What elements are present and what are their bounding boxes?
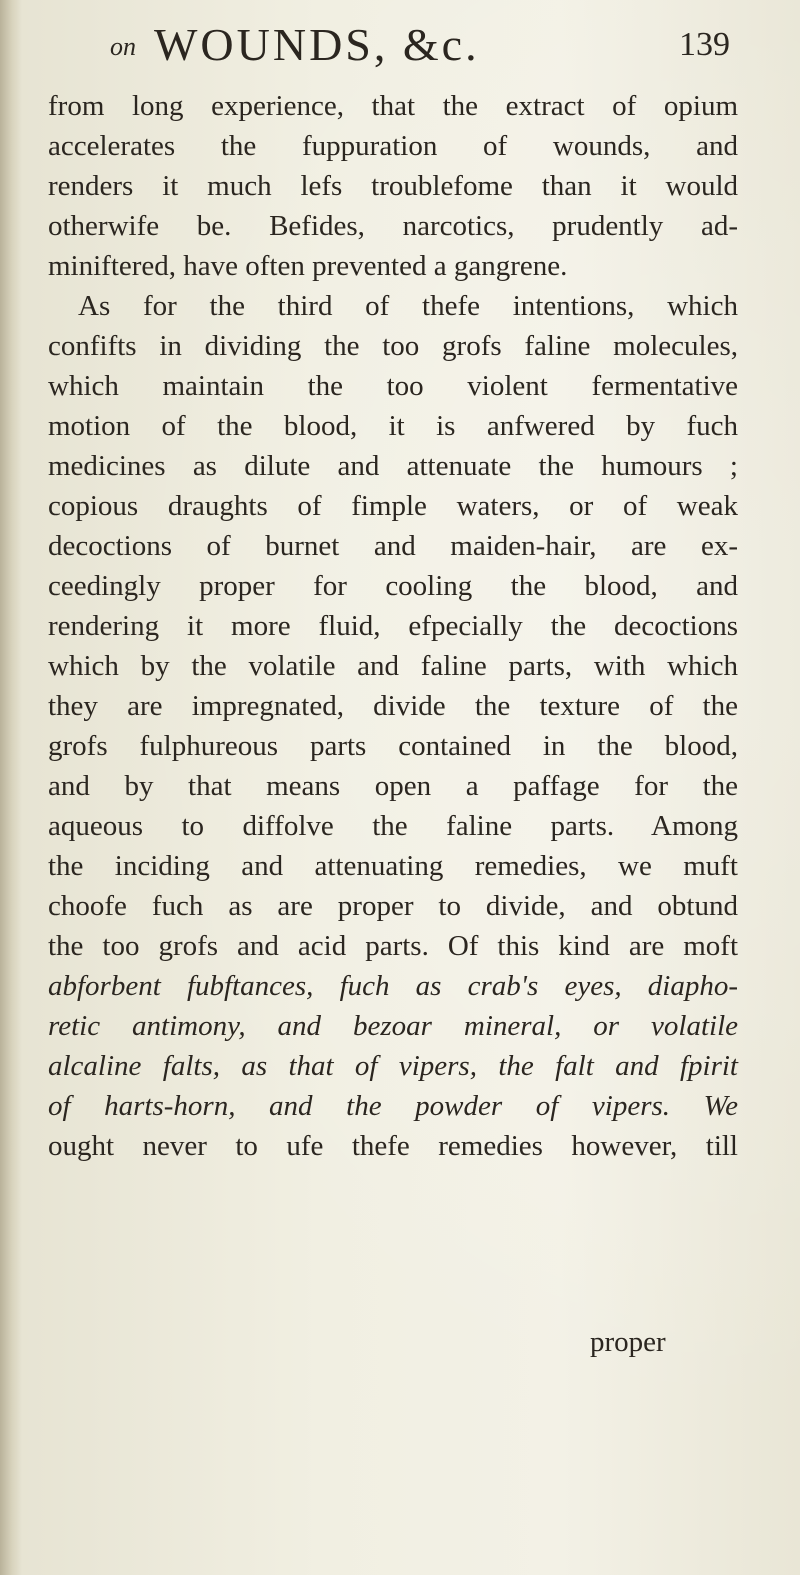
text-line: which maintain the too violent fermentative <box>48 370 738 402</box>
text-line: grofs fulphureous parts contained in the blood, <box>48 730 738 762</box>
text-line: choofe fuch as are proper to divide, and obtund <box>48 890 738 922</box>
page-number: 139 <box>679 26 730 63</box>
catchword: proper <box>590 1326 666 1358</box>
body-text <box>48 86 738 1166</box>
text-line: retic antimony, and bezoar mineral, or volatile <box>48 1010 738 1042</box>
text-line: miniftered, have often prevented a gangrene. <box>48 250 568 282</box>
text-line: accelerates the fuppuration of wounds, and <box>48 130 738 162</box>
text-line: and by that means open a paffage for the <box>48 770 738 802</box>
text-line: the inciding and attenuating remedies, we muft <box>48 850 738 882</box>
running-header <box>110 18 730 70</box>
text-line: renders it much lefs troublefome than it would <box>48 170 738 202</box>
header-prefix: on <box>110 32 136 61</box>
header-title: WOUNDS, &c. <box>154 19 480 70</box>
text-line: rendering it more fluid, efpecially the decoctions <box>48 610 738 642</box>
text-line: of harts-horn, and the powder of vipers. We <box>48 1090 738 1122</box>
text-line: they are impregnated, divide the texture of the <box>48 690 738 722</box>
page-gutter <box>0 0 22 1575</box>
text-line: As for the third of thefe intentions, which <box>78 290 738 322</box>
text-line: the too grofs and acid parts. Of this kind are moft <box>48 930 738 962</box>
text-line: ought never to ufe thefe remedies however, till <box>48 1130 738 1162</box>
text-line: confifts in dividing the too grofs faline molecules, <box>48 330 738 362</box>
text-line: from long experience, that the extract of opium <box>48 90 738 122</box>
text-line: alcaline falts, as that of vipers, the falt and fpirit <box>48 1050 738 1082</box>
text-line: which by the volatile and faline parts, with which <box>48 650 738 682</box>
text-line: motion of the blood, it is anfwered by fuch <box>48 410 738 442</box>
text-line: decoctions of burnet and maiden-hair, are ex- <box>48 530 738 562</box>
text-line: otherwife be. Befides, narcotics, prudently ad- <box>48 210 738 242</box>
text-line: abforbent fubftances, fuch as crab's eyes, diapho- <box>48 970 738 1002</box>
text-line: medicines as dilute and attenuate the humours ; <box>48 450 738 482</box>
text-line: aqueous to diffolve the faline parts. Among <box>48 810 738 842</box>
text-line: copious draughts of fimple waters, or of weak <box>48 490 738 522</box>
text-line: ceedingly proper for cooling the blood, and <box>48 570 738 602</box>
